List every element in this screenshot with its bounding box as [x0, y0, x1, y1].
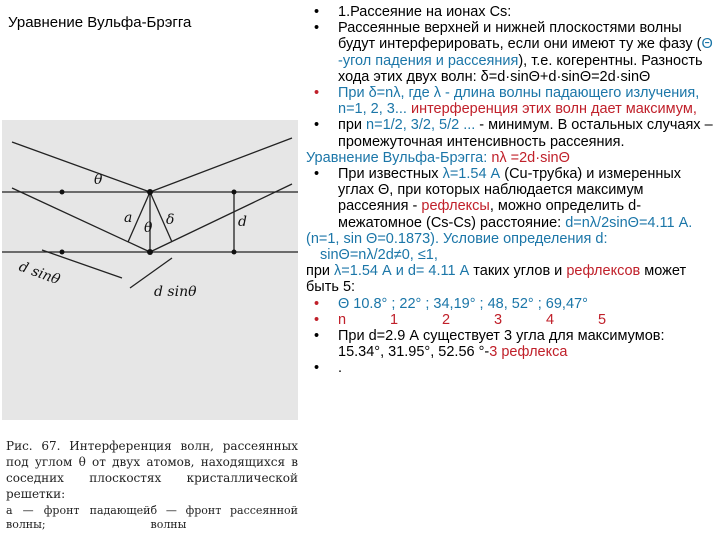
caption-a: а — фронт падающей волны;	[6, 504, 151, 531]
atom-upper	[147, 189, 153, 195]
bragg-diagram	[2, 120, 298, 420]
label-theta: θ	[94, 172, 103, 188]
atom-upper-left	[60, 190, 65, 195]
atom-upper-right	[232, 190, 237, 195]
line-6: • При известных λ=1.54 А (Cu-трубка) и измеренных углах Θ, при которых наблюдается максимум рассеяния - рефлексы, можно определить d-межатомное (Cs-Cs) расстояние: d=nλ/2sinΘ=4.11 А.	[306, 166, 714, 231]
main-text	[306, 4, 714, 377]
label-a: a	[124, 210, 133, 226]
line-11: • При d=2.9 А существует 3 угла для максимумов: 15.34°, 31.95°, 52.56 °-3 рефлекса	[306, 328, 714, 360]
line-7: (n=1, sin Θ=0.1873). Условие определения d: sinΘ=nλ/2d≠0, ≤1,	[306, 230, 608, 264]
line-9: • Θ 10.8° ; 22° ; 34,19° ; 48, 52° ; 69,47°	[306, 296, 714, 312]
label-delta: δ	[166, 212, 175, 228]
line-2: • Рассеянные верхней и нижней плоскостями волны будут интерферировать, если они имеют ту же фазу (Θ -угол падения и рассеяния), т.е. когерентны. Разность хода этих двух волн: δ=d·sinΘ+d·sinΘ=2d·sinΘ	[306, 20, 714, 85]
figure-caption	[6, 438, 298, 532]
line-12: • .	[306, 360, 714, 376]
label-dsin-2: d sinθ	[154, 284, 197, 300]
atom-lower-left	[60, 250, 65, 255]
bragg-figure	[2, 120, 298, 531]
label-dsin-1: d sinθ	[16, 258, 63, 289]
incident-ray-upper	[12, 142, 150, 192]
line-4: • при n=1/2, 3/2, 5/2 ... - минимум. В остальных случаях – промежуточная интенсивность рассеяния.	[306, 117, 714, 149]
atom-lower	[147, 249, 153, 255]
scattered-ray-upper	[150, 138, 292, 192]
caption-text: Рис. 67. Интерференция волн, рассеянных под углом θ от двух атомов, находящихся в соседних плоскостях кристаллической решетки:	[6, 439, 298, 501]
line-3: • При δ=nλ, где λ - длина волны падающего излучения, n=1, 2, 3... интерференция этих волн дает максимум,	[306, 85, 714, 117]
line-1: • 1.Рассеяние на ионах Cs:	[306, 4, 714, 20]
caption-b: б — фронт рассеянной волны	[150, 504, 298, 531]
label-theta-2: θ	[144, 220, 153, 236]
atom-lower-right	[232, 250, 237, 255]
line-10: • n 1 2 3 4 5	[306, 312, 714, 328]
line-5: Уравнение Вульфа-Брэгга: nλ =2d·sinΘ	[306, 149, 570, 166]
line-8: при λ=1.54 А и d= 4.11 А таких углов и рефлексов может быть 5:	[306, 263, 687, 296]
label-d: d	[238, 214, 247, 230]
side-title: Уравнение Вульфа-Брэгга	[8, 14, 192, 31]
